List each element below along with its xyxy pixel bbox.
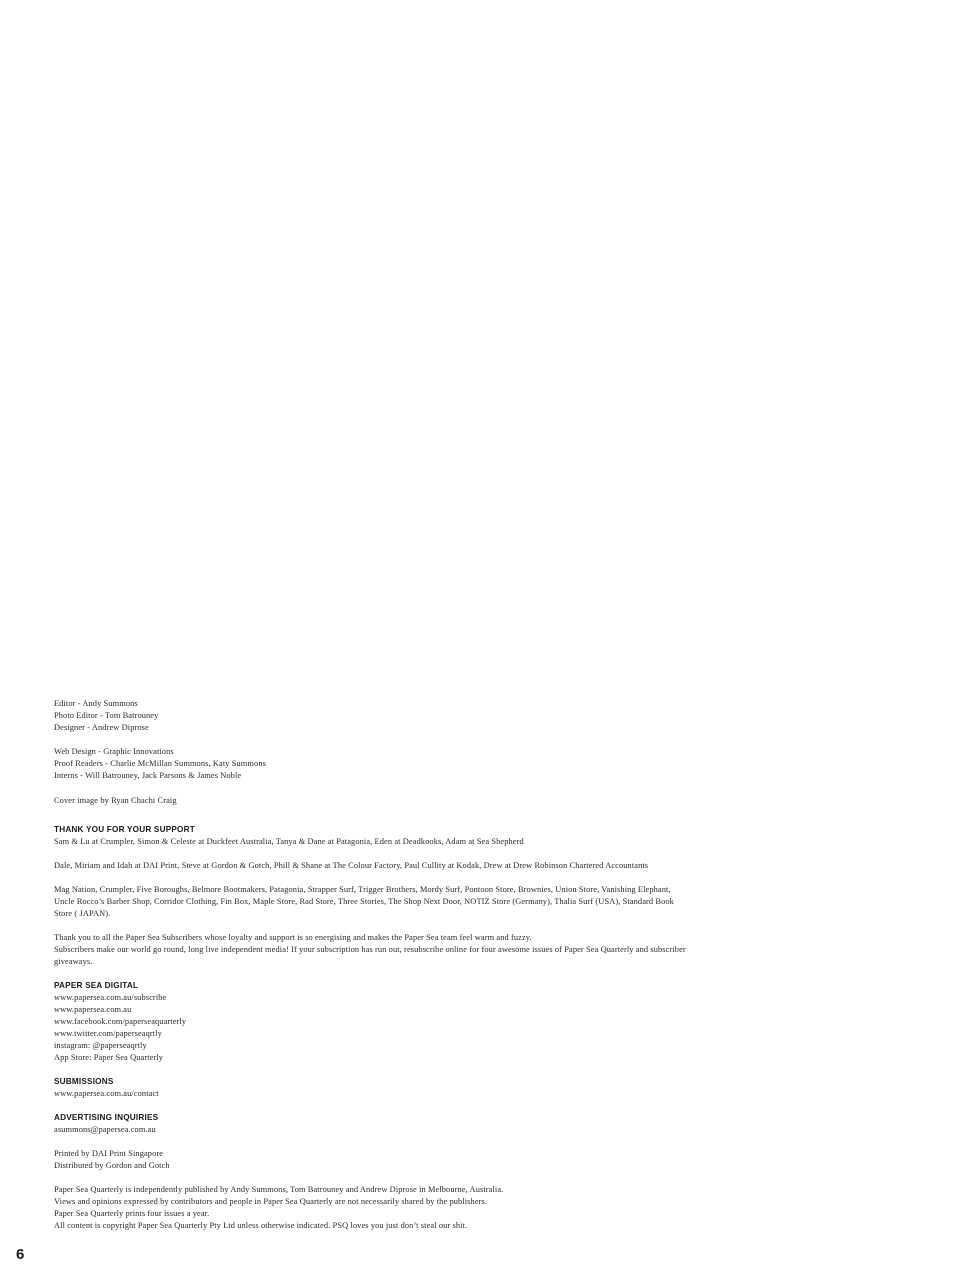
thanks-paragraph-4	[54, 932, 814, 968]
thanks-paragraph-3	[54, 884, 814, 920]
instagram-handle: instagram: @paperseaqrtly	[54, 1041, 147, 1050]
digital-heading: PAPER SEA DIGITAL	[54, 981, 139, 990]
thanks-paragraph-3-line: Uncle Rocco’s Barber Shop, Corridor Clothing, Fin Box, Maple Store, Rad Store, Three Stories, The Shop Next Door, NOTIZ Store (Germany), Thalia Surf (USA), Standard Book	[54, 897, 674, 906]
printed-by: Printed by DAI Print Singapore	[54, 1149, 164, 1158]
thanks-paragraph-3-line: Mag Nation, Crumpler, Five Boroughs, Belmore Bootmakers, Patagonia, Strapper Surf, Trigger Brothers, Mordy Surf, Pontoon Store, Brownies, Union Store, Vanishing Elephant,	[54, 885, 671, 894]
thanks-paragraph-3-line: Store ( JAPAN).	[54, 909, 111, 918]
thanks-paragraph-1: Sam & Lu at Crumpler, Simon & Celeste at Duckfeet Australia, Tanya & Dane at Patagonia, Eden at Deadkooks, Adam at Sea Shepherd	[54, 837, 524, 846]
legal-line: Views and opinions expressed by contributors and people in Paper Sea Quarterly are not necessarily shared by the publishers.	[54, 1197, 488, 1206]
submissions-heading: SUBMISSIONS	[54, 1077, 114, 1086]
interns-credit: Interns - Will Batrouney, Jack Parsons & James Noble	[54, 771, 242, 780]
thanks-paragraph-4-line: giveaways.	[54, 957, 93, 966]
cover-image-credit: Cover image by Ryan Chachi Craig	[54, 796, 177, 805]
legal-line: All content is copyright Paper Sea Quarterly Pty Ltd unless otherwise indicated. PSQ loves you just don’t steal our shit.	[54, 1221, 468, 1230]
thanks-paragraph-2: Dale, Miriam and Idah at DAI Print, Steve at Gordon & Gotch, Phill & Shane at The Colour Factory, Paul Cullity at Kodak, Drew at Drew Robinson Chartered Accountants	[54, 861, 649, 870]
facebook-link[interactable]: www.facebook.com/paperseaquarterly	[54, 1017, 187, 1026]
advertising-heading: ADVERTISING INQUIRIES	[54, 1113, 159, 1122]
distributed-by: Distributed by Gordon and Gotch	[54, 1161, 170, 1170]
website-link[interactable]: www.papersea.com.au	[54, 1005, 132, 1014]
proof-readers-credit: Proof Readers - Charlie McMillan Summons, Katy Summons	[54, 759, 266, 768]
editor-credit: Editor - Andy Summons	[54, 699, 138, 708]
legal-line: Paper Sea Quarterly is independently published by Andy Summons, Tom Batrouney and Andrew Diprose in Melbourne, Australia.	[54, 1185, 504, 1194]
thanks-paragraph-4-line: Thank you to all the Paper Sea Subscribers whose loyalty and support is so energising and makes the Paper Sea team feel warm and fuzzy.	[54, 933, 532, 942]
web-design-credit: Web Design - Graphic Innovations	[54, 747, 174, 756]
subscribe-link[interactable]: www.papersea.com.au/subscribe	[54, 993, 167, 1002]
thanks-heading: THANK YOU FOR YOUR SUPPORT	[54, 825, 195, 834]
page-number: 6	[16, 1246, 25, 1263]
designer-credit: Designer - Andrew Diprose	[54, 723, 149, 732]
twitter-link[interactable]: www.twitter.com/paperseaqrtly	[54, 1029, 162, 1038]
masthead-credits	[54, 698, 814, 1232]
submissions-link[interactable]: www.papersea.com.au/contact	[54, 1089, 159, 1098]
advertising-email[interactable]: asummons@papersea.com.au	[54, 1125, 156, 1134]
app-store-listing: App Store: Paper Sea Quarterly	[54, 1053, 164, 1062]
legal-line: Paper Sea Quarterly prints four issues a year.	[54, 1209, 210, 1218]
photo-editor-credit: Photo Editor - Tom Batrouney	[54, 711, 159, 720]
thanks-paragraph-4-line: Subscribers make our world go round, long live independent media! If your subscription has run out, resubscribe online for four awesome issues of Paper Sea Quarterly and subscriber	[54, 945, 686, 954]
